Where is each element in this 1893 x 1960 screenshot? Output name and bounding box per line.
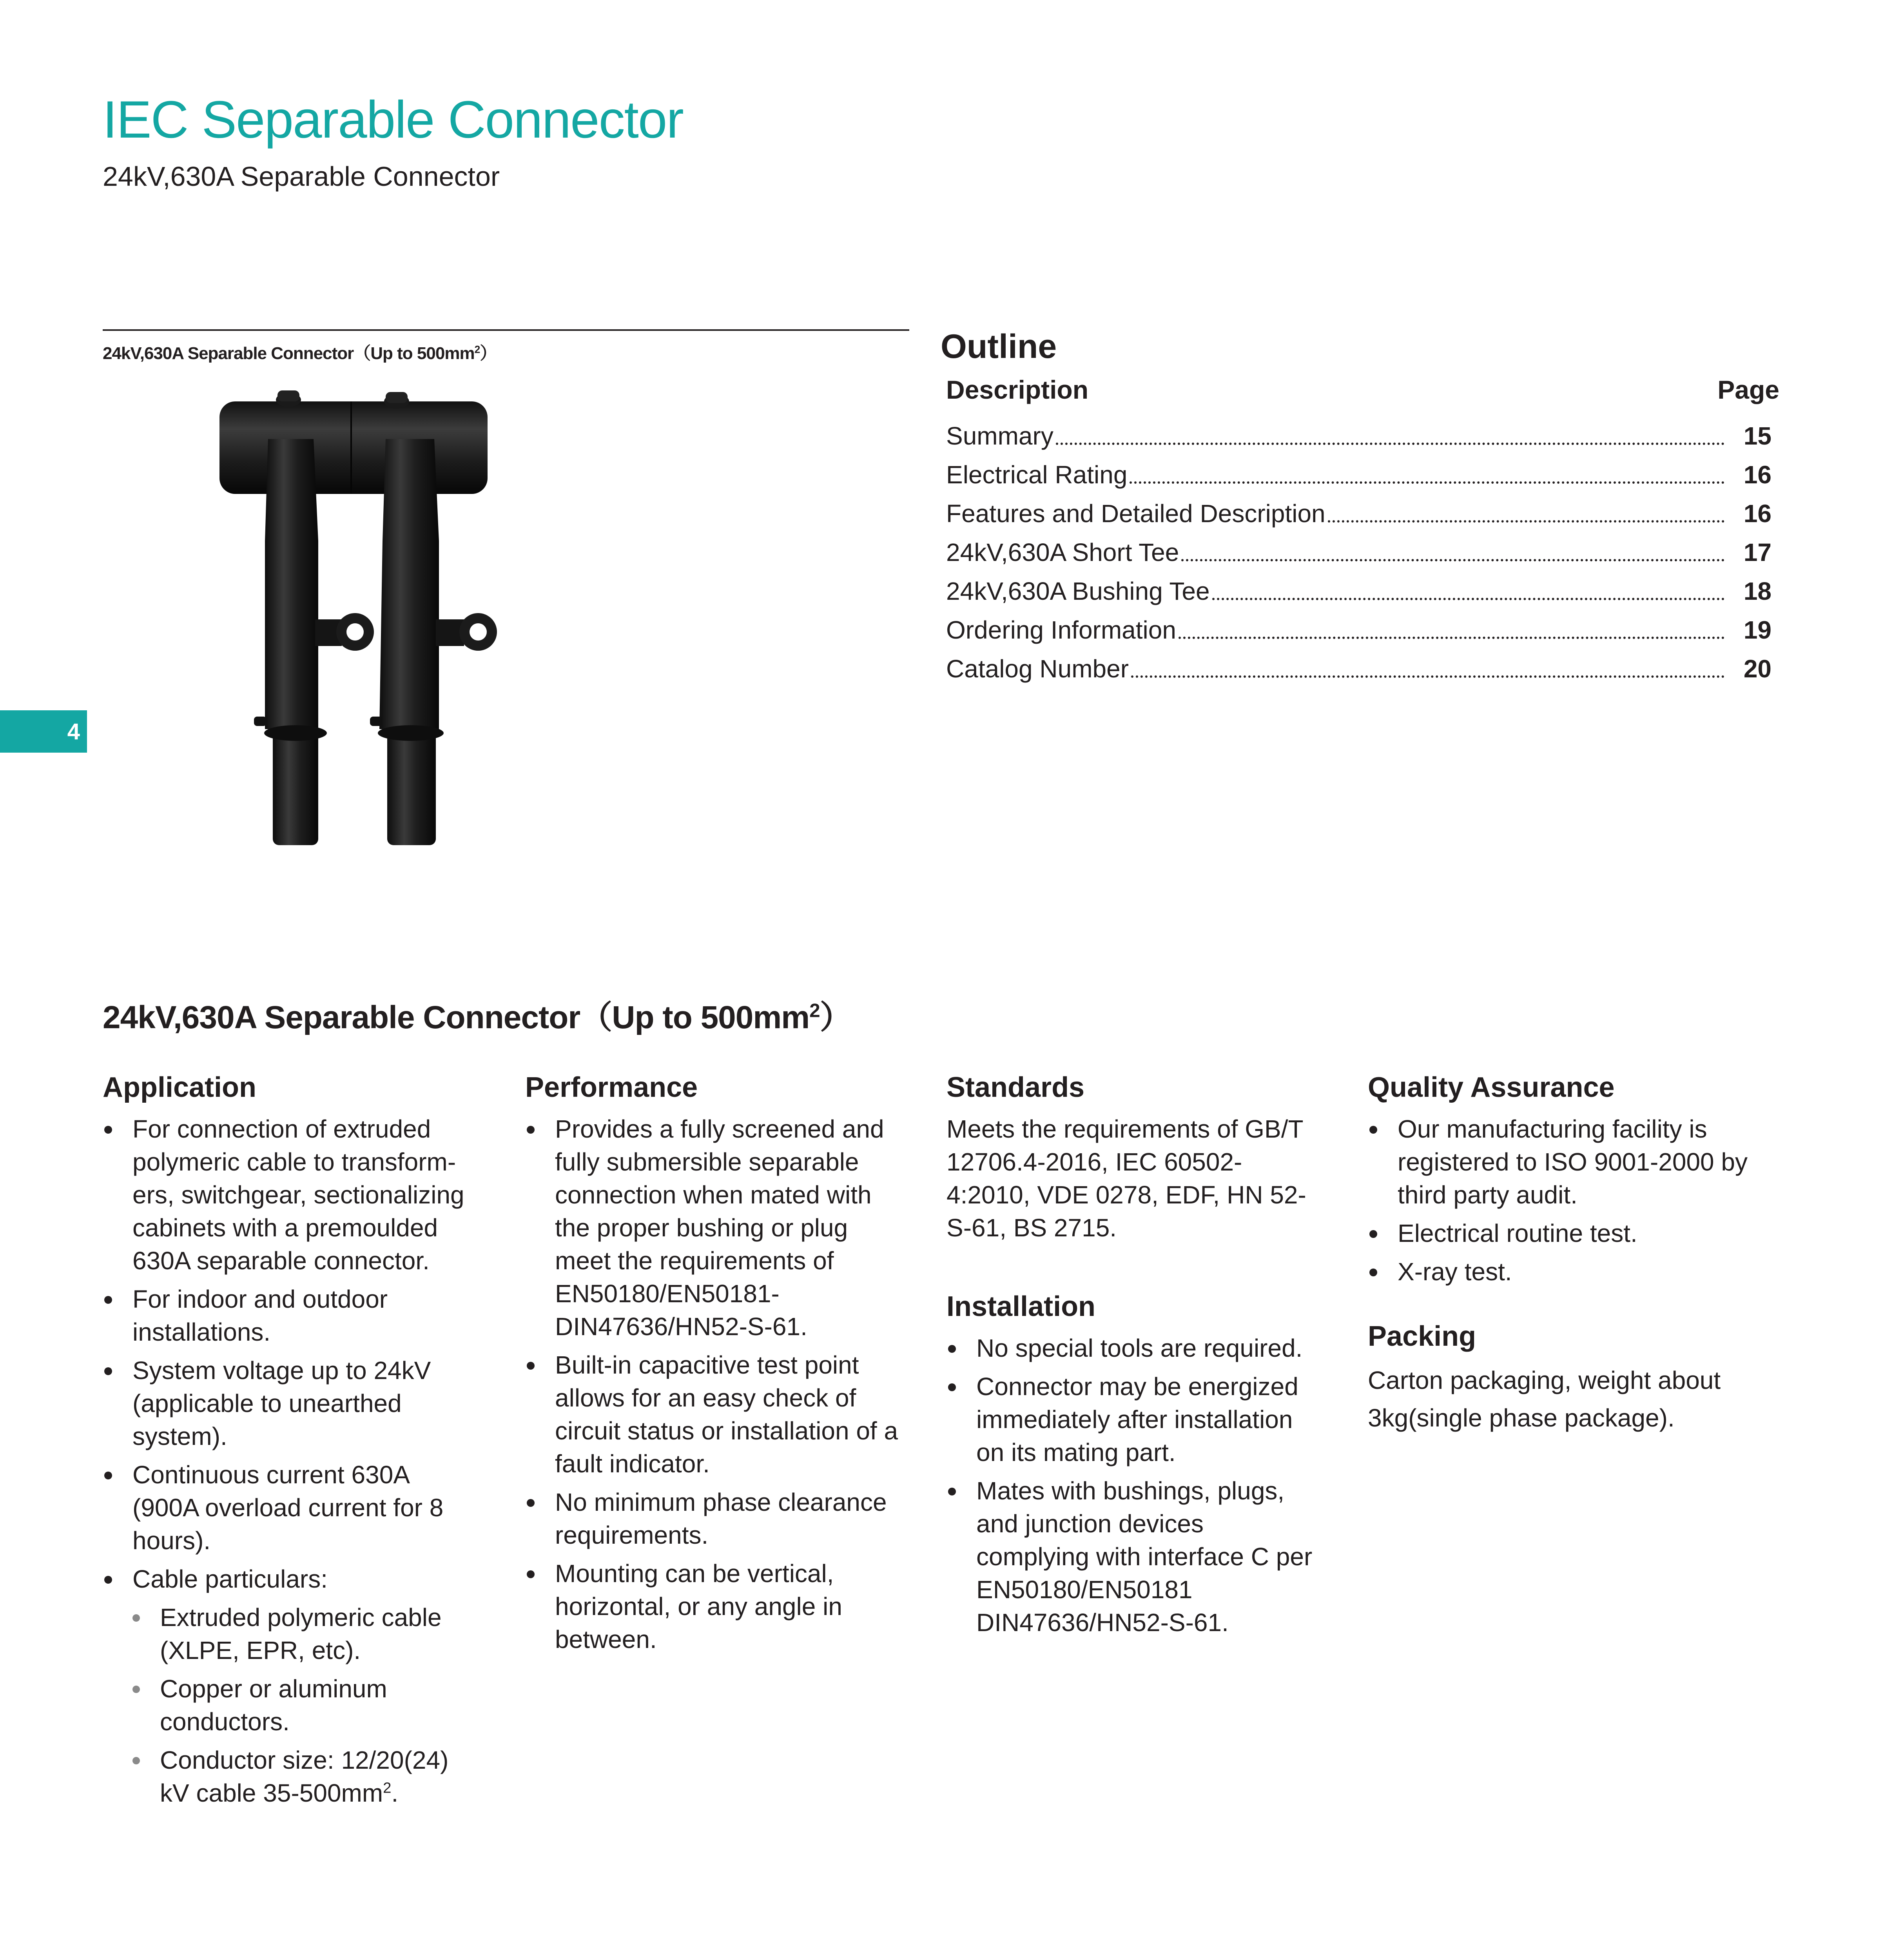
quality-heading: Quality Assurance	[1368, 1072, 1615, 1103]
sub-list-item: Copper or aluminum conductors.	[103, 1672, 479, 1738]
list-item: For connection of extruded polymeric cable to transform-ers, switchgear, sectionalizing cabinets with a premoulded 630A separable connector.	[103, 1112, 479, 1277]
list-item: Mounting can be vertical, horizontal, or any angle in between.	[525, 1557, 901, 1656]
photo-divider	[103, 329, 909, 331]
connector-photo	[204, 384, 745, 882]
section-title-end: ）	[820, 1000, 852, 1035]
toc-page: 17	[1743, 538, 1772, 566]
quality-column	[1368, 1072, 1760, 1437]
sub-list-item-end: .	[391, 1779, 399, 1808]
packing-text: Carton packaging, weight about 3kg(single phase package).	[1368, 1366, 1721, 1432]
list-item: Provides a fully screened and fully submersible separable connection when mated with the proper bushing or plug meet the requirements of EN50180/EN50181-DIN47636/HN52-S-61.	[525, 1112, 901, 1343]
toc-row-ordering-information[interactable]	[946, 606, 1772, 644]
toc-label: Features and Detailed Description	[946, 499, 1325, 528]
toc-page: 16	[1743, 499, 1772, 528]
toc-col-page: Page	[1717, 375, 1779, 404]
photo-caption-text: 24kV,630A Separable Connector（Up to 500mm	[103, 344, 475, 363]
list-item: Connector may be energized immediately after installation on its mating part.	[946, 1370, 1323, 1469]
toc-label: 24kV,630A Bushing Tee	[946, 577, 1210, 605]
sub-list-item: Extruded polymeric cable (XLPE, EPR, etc).	[103, 1601, 479, 1667]
list-item: System voltage up to 24kV (applicable to unearthed system).	[103, 1354, 479, 1453]
toc-label: Summary	[946, 422, 1053, 450]
performance-column	[525, 1072, 901, 1661]
standards-column	[946, 1072, 1323, 1644]
spacer	[1368, 1294, 1760, 1321]
toc-row-electrical-rating[interactable]	[946, 450, 1772, 489]
toc-header	[946, 375, 1779, 405]
toc-label: Ordering Information	[946, 616, 1176, 644]
toc-leader	[1181, 559, 1724, 561]
toc-label: 24kV,630A Short Tee	[946, 538, 1179, 566]
list-item: Continuous current 630A (900A overload current for 8 hours).	[103, 1458, 479, 1557]
toc-leader	[1179, 637, 1724, 639]
toc-row-features[interactable]	[946, 489, 1772, 528]
installation-list	[946, 1332, 1323, 1639]
toc-col-description: Description	[946, 375, 1089, 404]
list-item: Electrical routine test.	[1368, 1217, 1760, 1250]
standards-heading: Standards	[946, 1072, 1085, 1103]
toc-row-short-tee[interactable]	[946, 528, 1772, 567]
toc-page: 16	[1743, 461, 1772, 489]
outline	[941, 327, 1779, 683]
sub-list-item-text: Conductor size: 12/20(24) kV cable 35-500mm	[160, 1746, 449, 1808]
application-column	[103, 1072, 479, 1815]
performance-heading: Performance	[525, 1072, 698, 1103]
list-item: For indoor and outdoor installations.	[103, 1283, 479, 1348]
chapter-tab[interactable]: 4	[0, 710, 87, 753]
toc-label: Catalog Number	[946, 655, 1129, 683]
page-subtitle: 24kV,630A Separable Connector	[103, 161, 500, 192]
list-item: Our manufacturing facility is registered to ISO 9001-2000 by third party audit.	[1368, 1112, 1760, 1211]
toc-page: 20	[1743, 655, 1772, 683]
list-item: Cable particulars:	[103, 1563, 479, 1595]
toc-row-summary[interactable]	[946, 412, 1772, 450]
photo-caption-sup: 2	[474, 343, 480, 356]
installation-heading: Installation	[946, 1291, 1096, 1323]
application-list	[103, 1112, 479, 1809]
toc-label: Electrical Rating	[946, 461, 1128, 489]
toc-leader	[1212, 598, 1724, 600]
toc-leader	[1328, 520, 1724, 523]
sub-list-item	[103, 1744, 479, 1809]
section-title	[103, 992, 852, 1038]
page-title: IEC Separable Connector	[103, 91, 683, 149]
sub-list-item-sup: 2	[383, 1779, 392, 1797]
spacer	[946, 1244, 1323, 1291]
photo-caption-end: ）	[480, 344, 497, 363]
toc-leader	[1056, 443, 1724, 445]
toc-page: 19	[1743, 616, 1772, 644]
list-item: Mates with bushings, plugs, and junction devices complying with interface C per EN50180/EN50181 DIN47636/HN52-S-61.	[946, 1474, 1323, 1639]
section-title-text: 24kV,630A Separable Connector（Up to 500mm	[103, 1000, 810, 1035]
list-item: X-ray test.	[1368, 1255, 1760, 1288]
toc-row-catalog-number[interactable]	[946, 644, 1772, 683]
application-heading: Application	[103, 1072, 256, 1103]
quality-list	[1368, 1112, 1760, 1288]
packing-heading: Packing	[1368, 1321, 1476, 1352]
toc-leader	[1130, 481, 1724, 484]
standards-text: Meets the requirements of GB/T 12706.4-2016, IEC 60502-4:2010, VDE 0278, EDF, HN 52-S-61, BS 2715.	[946, 1115, 1306, 1242]
toc-row-bushing-tee[interactable]	[946, 567, 1772, 606]
toc-leader	[1131, 675, 1724, 678]
performance-list	[525, 1112, 901, 1656]
list-item: No special tools are required.	[946, 1332, 1323, 1365]
section-title-sup: 2	[809, 1000, 820, 1022]
list-item: No minimum phase clearance requirements.	[525, 1486, 901, 1552]
list-item: Built-in capacitive test point allows for an easy check of circuit status or installation of a fault indicator.	[525, 1348, 901, 1480]
toc-page: 18	[1743, 577, 1772, 605]
photo-caption	[103, 339, 497, 364]
toc-page: 15	[1743, 422, 1772, 450]
outline-title: Outline	[941, 328, 1057, 365]
